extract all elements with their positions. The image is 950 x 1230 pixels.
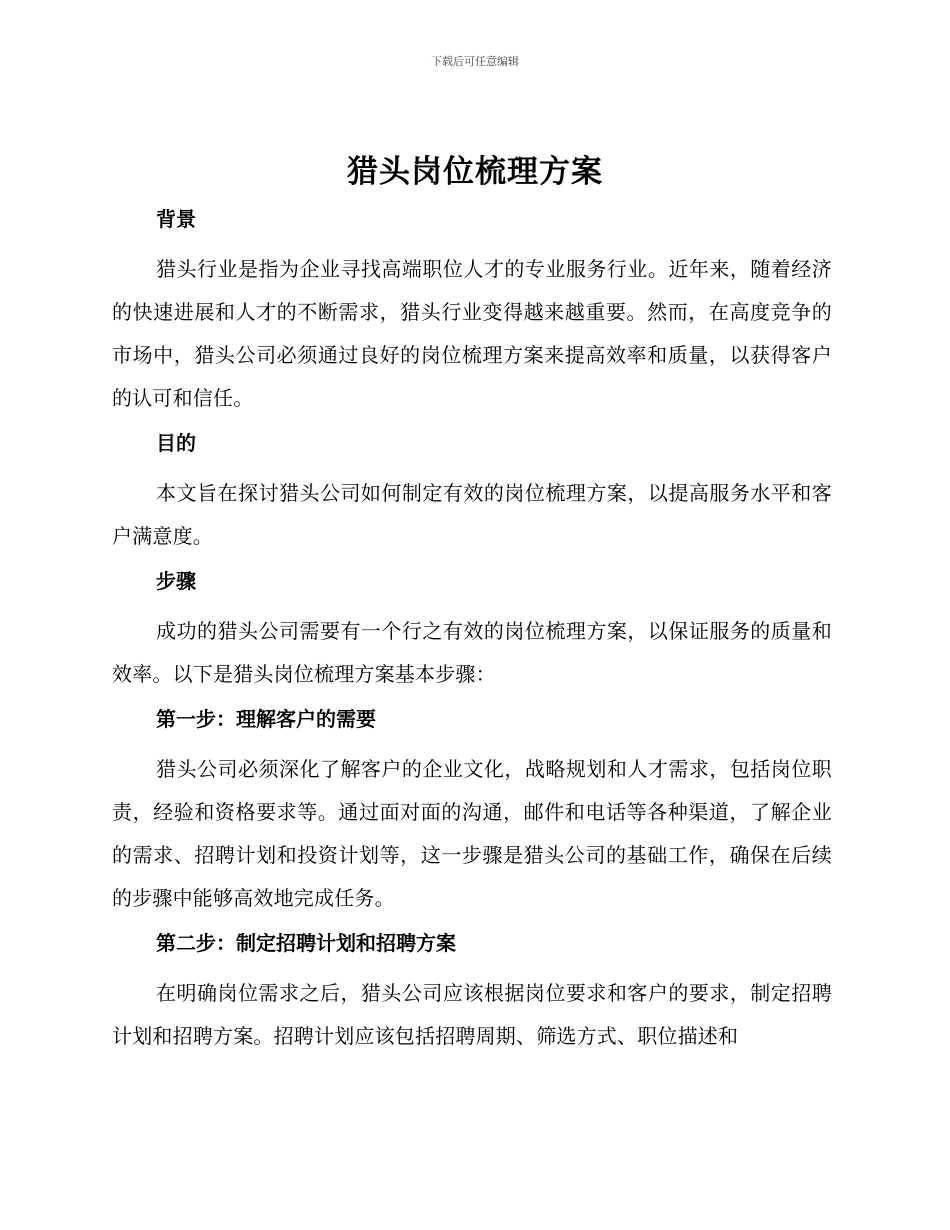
section-heading-step-one: 第一步：理解客户的需要 <box>156 707 376 731</box>
section-paragraph-purpose: 本文旨在探讨猎头公司如何制定有效的岗位梳理方案，以提高服务水平和客户满意度。 <box>112 481 832 548</box>
header-note: 下载后可任意编辑 <box>431 55 519 68</box>
section-heading-steps: 步骤 <box>156 569 196 593</box>
section-paragraph-background: 猎头行业是指为企业寻找高端职位人才的专业服务行业。近年来，随着经济的快速进展和人才的不断需求，猎头行业变得越来越重要。然而，在高度竞争的市场中，猎头公司必须通过良好的岗位梳理方案来提高效率和质量，以获得客户的认可和信任。 <box>112 257 832 410</box>
section-paragraph-step-one: 猎头公司必须深化了解客户的企业文化，战略规划和人才需求，包括岗位职责，经验和资格要求等。通过面对面的沟通，邮件和电话等各种渠道，了解企业的需求、招聘计划和投资计划等，这一步骤是猎头公司的基础工作，确保在后续的步骤中能够高效地完成任务。 <box>112 757 832 910</box>
document-title: 猎头岗位梳理方案 <box>347 154 603 190</box>
section-heading-purpose: 目的 <box>156 431 196 455</box>
section-paragraph-steps: 成功的猎头公司需要有一个行之有效的岗位梳理方案，以保证服务的质量和效率。以下是猎头岗位梳理方案基本步骤： <box>112 619 832 686</box>
document-body <box>112 198 832 1066</box>
section-heading-background: 背景 <box>156 207 196 231</box>
section-heading-step-two: 第二步：制定招聘计划和招聘方案 <box>156 931 456 955</box>
section-paragraph-step-two: 在明确岗位需求之后，猎头公司应该根据岗位要求和客户的要求，制定招聘计划和招聘方案。招聘计划应该包括招聘周期、筛选方式、职位描述和 <box>112 981 832 1048</box>
